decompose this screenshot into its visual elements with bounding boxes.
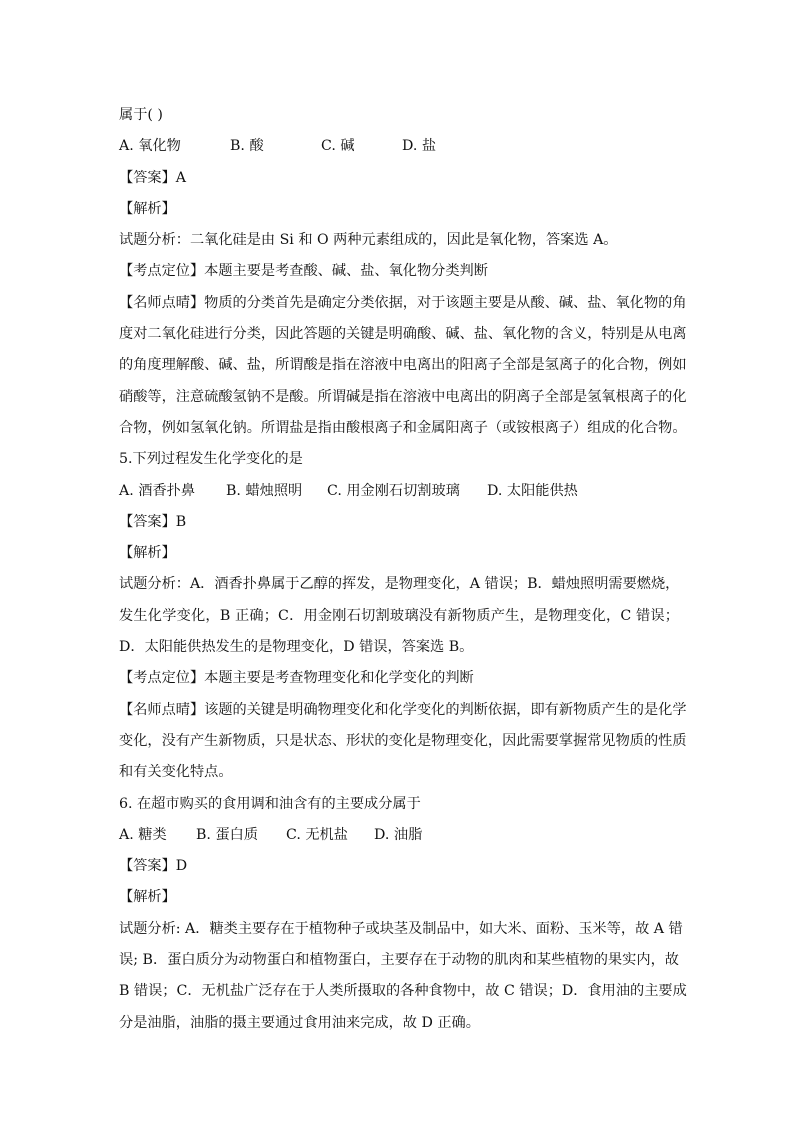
analysis-heading: 【解析】 xyxy=(119,200,176,217)
teacher-comment-line: 【名师点晴】该题的关键是明确物理变化和化学变化的判断依据，即有新物质产生的是化学 xyxy=(119,701,687,718)
option-a: A. 糖类 xyxy=(119,826,167,843)
option-c: C. 无机盐 xyxy=(286,826,348,843)
option-d: D. 盐 xyxy=(402,138,437,155)
analysis-text: 发生化学变化，B 正确；C．用金刚石切割玻璃没有新物质产生，是物理变化，C 错误； xyxy=(119,607,679,624)
answer-line: 【答案】D xyxy=(119,858,188,875)
analysis-heading: 【解析】 xyxy=(119,545,176,562)
option-c: C. 用金刚石切割玻璃 xyxy=(327,482,460,499)
question-4-stem-end: 属于( ) xyxy=(119,107,163,123)
question-6-stem: 6. 在超市购买的食用调和油含有的主要成分属于 xyxy=(119,795,421,812)
analysis-heading: 【解析】 xyxy=(119,889,176,906)
document-body xyxy=(119,100,687,1039)
question-5-stem: 5.下列过程发生化学变化的是 xyxy=(119,451,303,468)
teacher-comment-line: 【名师点晴】物质的分类首先是确定分类依据，对于该题主要是从酸、碱、盐、氧化物的角 xyxy=(119,294,687,311)
teacher-comment-line: 和有关变化特点。 xyxy=(119,764,233,781)
question-5-options xyxy=(119,476,679,507)
teacher-comment-line: 度对二氧化硅进行分类，因此答题的关键是明确酸、碱、盐、氧化物的含义，特别是从电离 xyxy=(119,326,687,343)
teacher-comment-line: 的角度理解酸、碱、盐，所谓酸是指在溶液中电离出的阳离子全部是氢离子的化合物，例如 xyxy=(119,357,687,374)
option-b: B. 蛋白质 xyxy=(196,826,259,843)
analysis-text: 试题分析：A．酒香扑鼻属于乙醇的挥发，是物理变化，A 错误；B．蜡烛照明需要燃烧， xyxy=(119,576,680,593)
option-b: B. 酸 xyxy=(230,138,264,155)
analysis-text: D．太阳能供热发生的是物理变化，D 错误，答案选 B。 xyxy=(119,639,474,656)
option-a: A. 氧化物 xyxy=(119,138,181,155)
analysis-text: 试题分析：二氧化硅是由 Si 和 O 两种元素组成的，因此是氧化物，答案选 A。 xyxy=(119,232,618,249)
key-point-line: 【考点定位】本题主要是考查酸、碱、盐、氧化物分类判断 xyxy=(119,263,488,280)
analysis-text: 误; B．蛋白质分为动物蛋白和植物蛋白，主要存在于动物的肌肉和某些植物的果实内，故 xyxy=(119,952,679,969)
question-6-options xyxy=(119,820,679,851)
teacher-comment-line: 硝酸等，注意硫酸氢钠不是酸。所谓碱是指在溶液中电离出的阴离子全部是氢氧根离子的化 xyxy=(119,388,687,405)
key-point-line: 【考点定位】本题主要是考查物理变化和化学变化的判断 xyxy=(119,670,474,687)
option-c: C. 碱 xyxy=(321,138,355,155)
option-d: D. 太阳能供热 xyxy=(487,482,578,499)
analysis-text: 试题分析: A．糖类主要存在于植物种子或块茎及制品中，如大米、面粉、玉米等，故 A 错 xyxy=(119,920,683,937)
teacher-comment-line: 变化，没有产生新物质，只是状态、形状的变化是物理变化，因此需要掌握常见物质的性质 xyxy=(119,732,687,749)
answer-line: 【答案】B xyxy=(119,513,187,530)
option-d: D. 油脂 xyxy=(374,826,423,843)
analysis-text: 分是油脂，油脂的摄主要通过食用油来完成，故 D 正确。 xyxy=(119,1014,480,1031)
option-b: B. 蜡烛照明 xyxy=(226,482,303,499)
teacher-comment-line: 合物，例如氢氧化钠。所谓盐是指由酸根离子和金属阳离子（或铵根离子）组成的化合物。 xyxy=(119,419,687,436)
option-a: A. 酒香扑鼻 xyxy=(119,482,196,499)
answer-line: 【答案】A xyxy=(119,169,186,186)
question-4-options xyxy=(119,131,679,162)
analysis-text: B 错误；C．无机盐广泛存在于人类所摄取的各种食物中，故 C 错误；D．食用油的主要成 xyxy=(119,983,687,1000)
